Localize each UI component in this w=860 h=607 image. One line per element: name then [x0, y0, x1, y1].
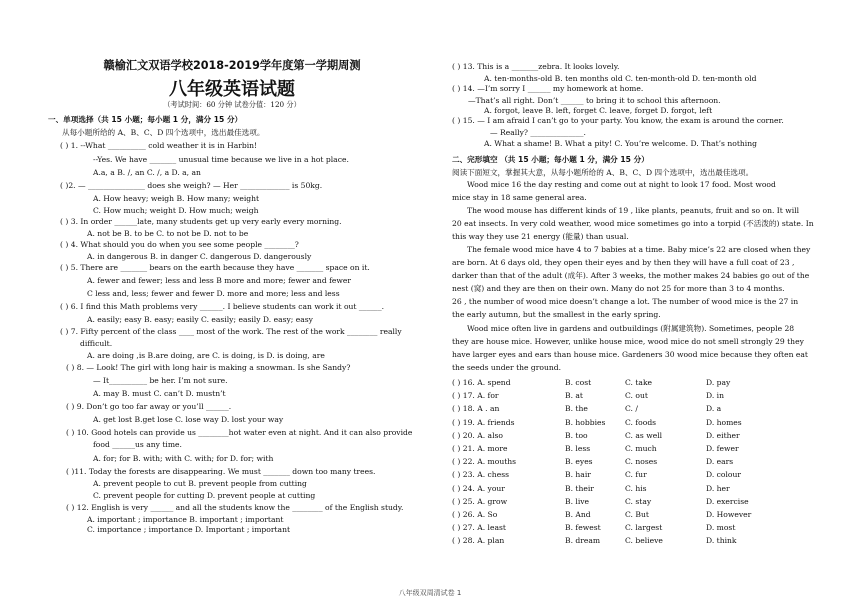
cloze-choice: C. stay: [625, 496, 652, 506]
exam-title: 八年级英语试题: [169, 79, 295, 100]
question-line: A. may B. must C. can’t D. mustn’t: [93, 389, 226, 398]
question-line: ( ) 9. Don’t go too far away or you’ll ______.: [66, 402, 232, 411]
question-line: ( ) 8. — Look! The girl with long hair is making a snowman. Is she Sandy?: [66, 363, 351, 372]
cloze-question-choice-a: ( ) 19. A. friends: [452, 417, 515, 427]
cloze-choice: B. fewest: [565, 523, 601, 533]
passage-line: nest (窝) and they are then on their own. Many do not 25 for more than 3 to 4 months.: [452, 284, 785, 293]
question-line: A. easily; easy B. easy; easily C. easily; easily D. easy; easy: [87, 315, 313, 324]
cloze-question-choice-a: ( ) 17. A. for: [452, 391, 499, 401]
question-line: A. fewer and fewer; less and less B more and more; fewer and fewer: [87, 276, 352, 285]
question-line: A. for; for B. with; with C. with; for D. for; with: [93, 454, 274, 463]
question-line: ( ) 12. English is very ______ and all the students know the ________ of the English study.: [66, 503, 404, 512]
question-line: A. important ; importance B. important ; important: [87, 515, 284, 524]
cloze-question-choice-a: ( ) 25. A. grow: [452, 496, 508, 506]
cloze-choice: D. pay: [706, 378, 731, 387]
passage-line: they are house mice. However, unlike house mice, wood mice do not smell strongly 29 they: [452, 337, 804, 346]
question-line: — It__________ be her. I’m not sure.: [93, 376, 228, 385]
cloze-choice: B. their: [565, 483, 594, 493]
passage-line: the early autumn, but the smallest in the early spring.: [452, 310, 661, 319]
question-line: ( ) 10. Good hotels can provide us ________hot water even at night. And it can also provide: [66, 428, 413, 437]
cloze-choice: D. think: [706, 536, 737, 546]
question-line: A. get lost B.get lose C. lose way D. lost your way: [93, 415, 284, 424]
exam-info: （考试时间：60 分钟 试卷分值：120 分）: [163, 100, 301, 109]
question-line: ( ) 1. --What __________ cold weather it is in Harbin!: [60, 141, 258, 150]
question-line: —That’s all right. Don’t ______ to bring it to school this afternoon.: [468, 96, 721, 105]
cloze-choice: C. as well: [625, 430, 663, 440]
question-line: ( ) 7. Fifty percent of the class ____ most of the work. The rest of the work ________ really: [60, 327, 402, 336]
passage-line: the seeds under the ground.: [452, 363, 562, 372]
question-line: — Really? ______________.: [490, 128, 586, 137]
cloze-choice: C. fur: [625, 470, 647, 480]
cloze-question-choice-a: ( ) 16. A. spend: [452, 378, 511, 387]
school-title: 赣榆汇文双语学校2018-2019学年度第一学期周测: [103, 59, 361, 72]
passage-line: 20 eat insects. In very cold weather, wood mice sometimes go into a torpid (不活泼的) state. In: [452, 219, 814, 228]
question-line: A. in dangerous B. in danger C. dangerous D. dangerously: [87, 252, 312, 261]
cloze-choice: D. most: [706, 523, 736, 533]
passage-line: darker than that of the adult (成年). After 3 weeks, the mother makes 24 babies go out of the: [452, 271, 810, 280]
cloze-choice: B. dream: [565, 536, 601, 546]
question-line: C less and, less; fewer and fewer D. more and more; less and less: [87, 289, 340, 298]
section1-instruction: 从每小题所给的 A、B、C、D 四个选项中，选出最佳选项。: [62, 128, 265, 137]
cloze-choice: D. her: [706, 483, 730, 493]
cloze-choice: D. homes: [706, 417, 742, 427]
cloze-question-choice-a: ( ) 26. A. So: [452, 510, 498, 519]
question-line: ( ) 5. There are _______ bears on the earth because they have _______ space on it.: [60, 263, 370, 272]
page-footer: 八年级双周清试卷 1: [398, 589, 462, 597]
question-line: ( ) 6. I find this Math problems very ______. I believe students can work it out ______.: [60, 302, 385, 311]
cloze-choice: D. ears: [706, 457, 734, 467]
cloze-choice: B. at: [565, 391, 583, 401]
cloze-choice: C. believe: [625, 536, 663, 546]
question-line: ( ) 14. —I’m sorry I ______ my homework at home.: [452, 84, 644, 93]
cloze-choice: D. However: [706, 510, 752, 519]
cloze-choice: B. less: [565, 444, 591, 453]
cloze-question-choice-a: ( ) 24. A. your: [452, 483, 505, 493]
question-line: difficult.: [80, 339, 113, 348]
cloze-choice: B. cost: [565, 378, 592, 387]
section1-heading: 一、单项选择（共 15 小题；每小题 1 分，满分 15 分）: [48, 115, 243, 124]
question-line: A. forgot, leave B. left, forget C. leave, forget D. forgot, left: [484, 106, 713, 115]
cloze-choice: D. colour: [706, 470, 741, 480]
passage-line: Wood mice often live in gardens and outbuildings (附属建筑物). Sometimes, people 28: [467, 324, 795, 333]
passage-line: mice stay in 18 same general area.: [452, 193, 587, 202]
question-line: A. not be B. to be C. to not be D. not to be: [87, 229, 249, 238]
cloze-choice: C. /: [625, 404, 638, 414]
cloze-question-choice-a: ( ) 23. A. chess: [452, 470, 509, 480]
cloze-choice: C. But: [625, 510, 649, 519]
question-line: A. ten-months-old B. ten months old C. ten-month-old D. ten-month old: [484, 74, 757, 83]
cloze-question-choice-a: ( ) 22. A. mouths: [452, 457, 517, 467]
section2-instruction: 阅读下面短文，掌握其大意，从每小题所给的 A、B、C、D 四个选项中，选出最佳选项。: [452, 168, 754, 177]
cloze-question-choice-a: ( ) 18. A . an: [452, 404, 500, 414]
cloze-choice: B. live: [565, 496, 590, 506]
question-line: --Yes. We have _______ unusual time because we live in a hot place.: [93, 155, 349, 164]
question-line: ( )11. Today the forests are disappearing. We must _______ down too many trees.: [66, 467, 376, 476]
passage-line: have larger eyes and ears than house mice. Gardeners 30 wood mice because they often eat: [452, 350, 808, 359]
cloze-choice: B. hobbies: [565, 417, 606, 427]
question-line: ( )2. — _______________ does she weigh? — Her _____________ is 50kg.: [60, 181, 323, 190]
passage-line: The female wood mice have 4 to 7 babies at a time. Baby mice’s 22 are closed when they: [467, 245, 811, 254]
cloze-question-choice-a: ( ) 21. A. more: [452, 444, 508, 453]
passage-line: 26 , the number of wood mice doesn’t change a lot. The number of wood mice is the 27 in: [452, 297, 799, 306]
question-line: A. How heavy; weigh B. How many; weight: [93, 194, 260, 203]
question-line: A. are doing ,is B.are doing, are C. is doing, is D. is doing, are: [87, 351, 325, 360]
cloze-choice: D. exercise: [706, 496, 749, 506]
question-line: A. What a shame! B. What a pity! C. You’re welcome. D. That’s nothing: [484, 139, 757, 148]
passage-line: are born. At 6 days old, they open their eyes and by then they will have a full coat of 23 ,: [452, 258, 795, 267]
question-line: ( ) 15. — I am afraid I can’t go to your party. You know, the exam is around the corner.: [452, 116, 784, 125]
cloze-question-choice-a: ( ) 27. A. least: [452, 523, 506, 533]
question-line: ( ) 4. What should you do when you see some people ________?: [60, 240, 299, 249]
question-line: ( ) 3. In order ______late, many students get up very early every morning.: [60, 217, 342, 226]
question-line: C. importance ; importance D. Important ; important: [87, 525, 291, 534]
cloze-choice: D. either: [706, 430, 740, 440]
question-line: C. prevent people for cutting D. prevent people at cutting: [93, 491, 316, 500]
question-line: A. prevent people to cut B. prevent people from cutting: [93, 479, 307, 488]
cloze-choice: C. much: [625, 444, 657, 453]
cloze-choice: D. a: [706, 404, 722, 414]
cloze-choice: B. the: [565, 404, 588, 414]
passage-line: this way they use 21 energy (能量) than usual.: [452, 232, 629, 241]
cloze-choice: D. in: [706, 391, 724, 401]
section2-heading: 二、完形填空 （共 15 小题；每小题 1 分，满分 15 分）: [452, 155, 649, 164]
cloze-choice: D. fewer: [706, 444, 739, 453]
cloze-choice: B. hair: [565, 470, 591, 480]
question-line: food ______us any time.: [93, 440, 182, 449]
cloze-choice: C. his: [625, 483, 647, 493]
cloze-choice: B. And: [565, 510, 591, 519]
cloze-choice: C. noses: [625, 457, 658, 467]
cloze-choice: C. foods: [625, 417, 657, 427]
question-line: A.a, a B. /, an C. /, a D. a, an: [93, 168, 201, 177]
cloze-choice: B. eyes: [565, 457, 593, 467]
question-line: C. How much; weight D. How much; weigh: [93, 206, 259, 215]
cloze-question-choice-a: ( ) 20. A. also: [452, 430, 503, 440]
cloze-choice: B. too: [565, 430, 588, 440]
passage-line: The wood mouse has different kinds of 19 , like plants, peanuts, fruit and so on. It will: [467, 206, 800, 215]
cloze-question-choice-a: ( ) 28. A. plan: [452, 536, 505, 546]
passage-line: Wood mice 16 the day resting and come out at night to look 17 food. Most wood: [467, 180, 776, 189]
question-line: ( ) 13. This is a _______zebra. It looks lovely.: [452, 62, 620, 71]
cloze-choice: C. take: [625, 378, 653, 387]
cloze-choice: C. out: [625, 391, 648, 401]
cloze-choice: C. largest: [625, 523, 663, 533]
